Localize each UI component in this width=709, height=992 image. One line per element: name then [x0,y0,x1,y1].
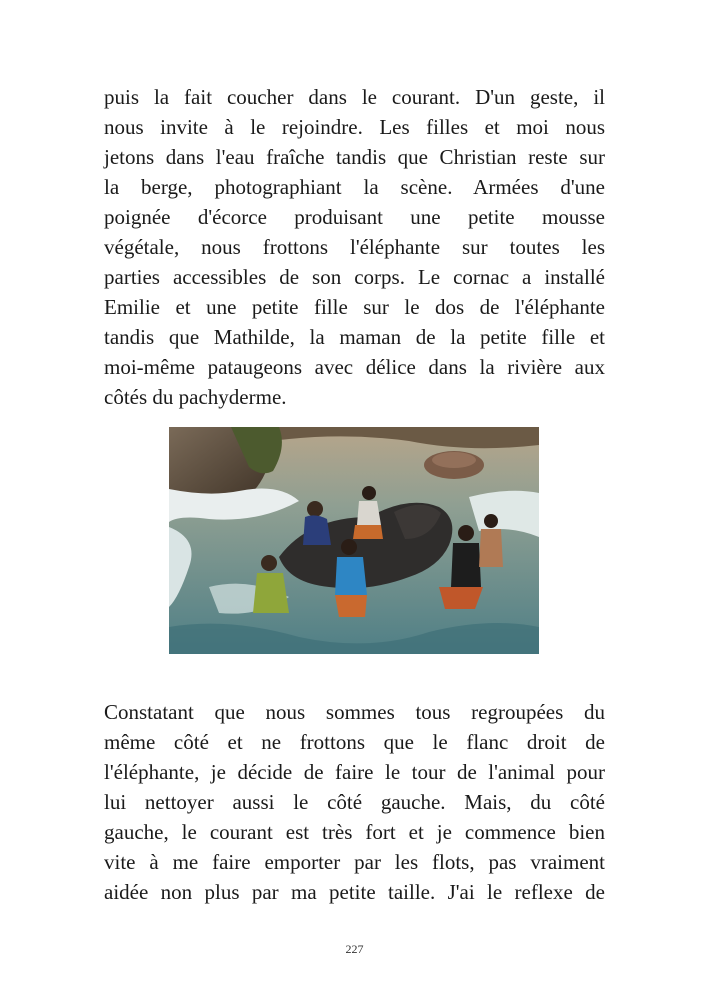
text-line: jetons dans l'eau fraîche tandis que Christian reste sur [104,145,605,169]
text-line: moi-même pataugeons avec délice dans la rivière aux [104,355,605,379]
text-line: lui nettoyer aussi le côté gauche. Mais, du côté [104,790,605,814]
text-line: même côté et ne frottons que le flanc droit de [104,730,605,754]
text-line: parties accessibles de son corps. Le cornac a installé [104,265,605,289]
text-line: Emilie et une petite fille sur le dos de l'éléphante [104,295,605,319]
text-line: puis la fait coucher dans le courant. D'un geste, il [104,85,605,109]
text-line: nous invite à le rejoindre. Les filles et moi nous [104,115,605,139]
text-line: aidée non plus par ma petite taille. J'ai le reflexe de [104,880,605,904]
paragraph-1 [104,82,605,412]
page-number: 227 [345,942,364,956]
text-line: poignée d'écorce produisant une petite mousse [104,205,605,229]
elephant-bath-photo [169,427,539,654]
paragraph-2 [104,697,605,907]
text-line: végétale, nous frottons l'éléphante sur toutes les [104,235,605,259]
text-line: Constatant que nous sommes tous regroupées du [104,700,605,724]
text-line: côtés du pachyderme. [104,385,287,409]
text-line: la berge, photographiant la scène. Armées d'une [104,175,605,199]
text-line: vite à me faire emporter par les flots, pas vraiment [104,850,605,874]
text-line: gauche, le courant est très fort et je commence bien [104,820,605,844]
text-line: tandis que Mathilde, la maman de la petite fille et [104,325,605,349]
text-line: l'éléphante, je décide de faire le tour de l'animal pour [104,760,605,784]
